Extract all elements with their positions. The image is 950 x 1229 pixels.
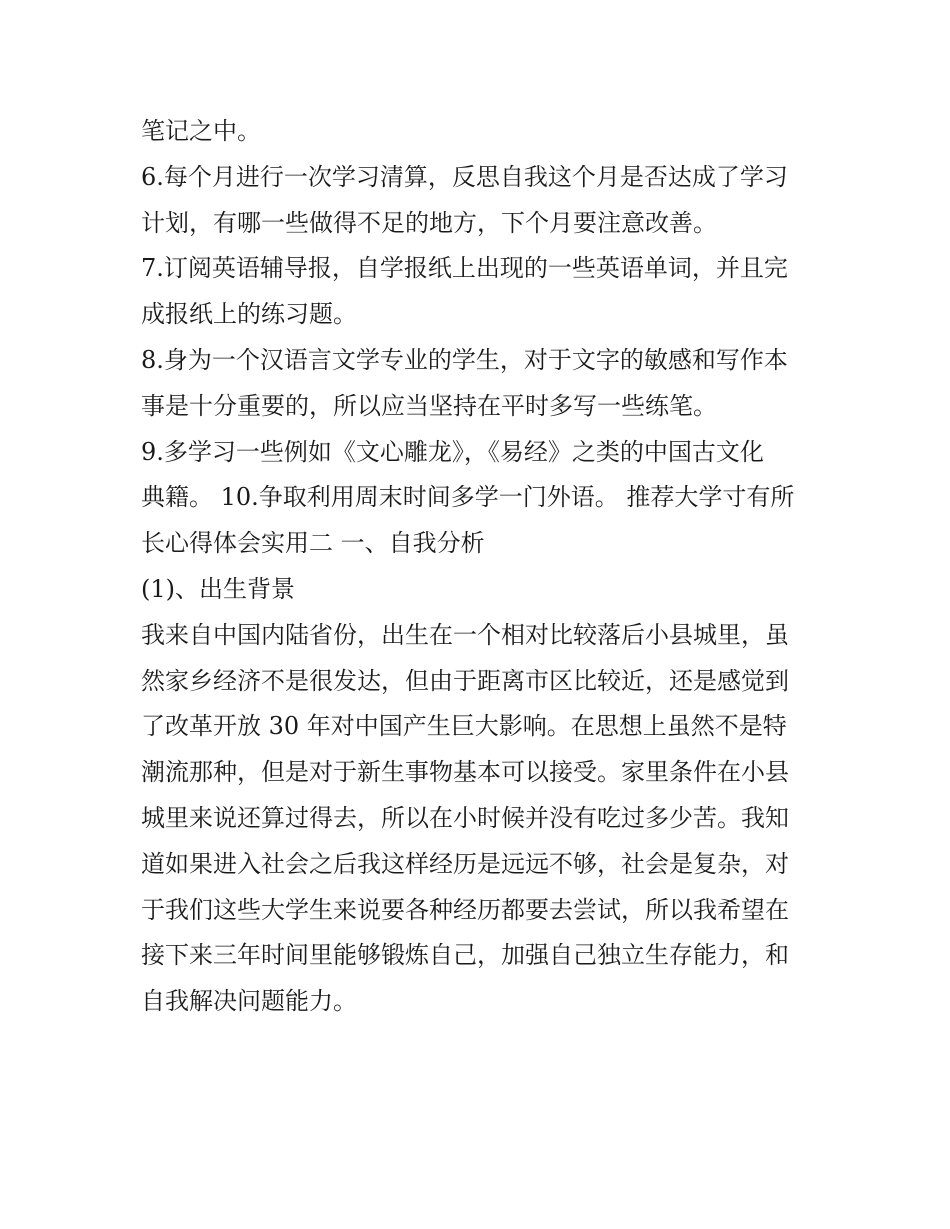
text-line: 计划，有哪一些做得不足的地方，下个月要注意改善。	[141, 208, 717, 237]
text-line: 9.多学习一些例如《文心雕龙》，《易经》之类的中国古文化	[141, 437, 764, 466]
text-line: 8.身为一个汉语言文学专业的学生，对于文字的敏感和写作本	[141, 345, 788, 374]
text-line: 典籍。 10.争取利用周末时间多学一门外语。 推荐大学寸有所	[141, 483, 795, 512]
subsection-heading: (1)、出生背景	[141, 574, 295, 603]
section-heading: 长心得体会实用二 一、自我分析	[141, 529, 485, 558]
text-line: 了改革开放 30 年对中国产生巨大影响。在思想上虽然不是特	[141, 712, 787, 741]
text-line: 城里来说还算过得去，所以在小时候并没有吃过多少苦。我知	[141, 803, 789, 832]
text-line: 于我们这些大学生来说要各种经历都要去尝试，所以我希望在	[141, 895, 789, 924]
document-body	[141, 109, 821, 1025]
text-line: 自我解决问题能力。	[141, 987, 357, 1016]
text-line: 我来自中国内陆省份，出生在一个相对比较落后小县城里，虽	[141, 620, 789, 649]
text-line: 事是十分重要的，所以应当坚持在平时多写一些练笔。	[141, 391, 717, 420]
text-line: 接下来三年时间里能够锻炼自己，加强自己独立生存能力，和	[141, 941, 789, 970]
text-line: 潮流那种，但是对于新生事物基本可以接受。家里条件在小县	[141, 758, 789, 787]
text-line: 成报纸上的练习题。	[141, 300, 357, 329]
text-line: 道如果进入社会之后我这样经历是远远不够，社会是复杂，对	[141, 849, 789, 878]
text-line: 然家乡经济不是很发达，但由于距离市区比较近，还是感觉到	[141, 666, 789, 695]
text-line: 6.每个月进行一次学习清算，反思自我这个月是否达成了学习	[141, 162, 788, 191]
text-line: 7.订阅英语辅导报，自学报纸上出现的一些英语单词，并且完	[141, 254, 788, 283]
text-line: 笔记之中。	[141, 117, 261, 145]
